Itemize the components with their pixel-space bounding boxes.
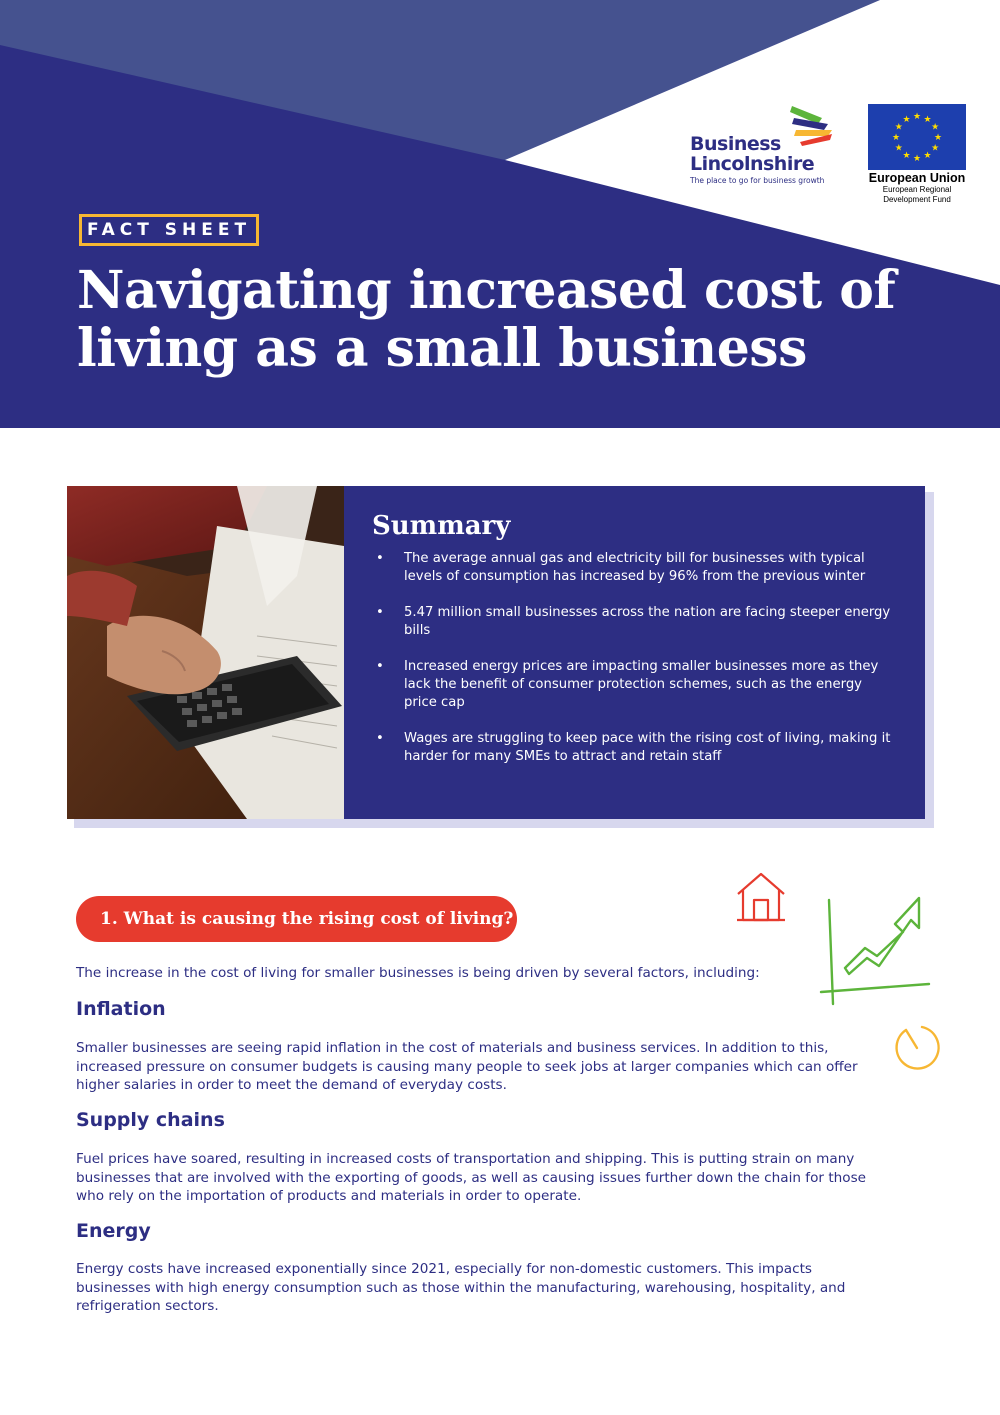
page-title: Navigating increased cost of living as a small business — [77, 260, 896, 379]
eu-star-icon: ★ — [902, 151, 911, 162]
eu-star-icon: ★ — [933, 133, 943, 143]
business-lincolnshire-name-line2: Lincolnshire — [690, 153, 815, 175]
subsection-text-energy: Energy costs have increased exponentially since 2021, especially for non-domestic customers. This impacts businesses with high energy consumption such as those within the manufacturing, warehousing, hospitality, and refrigeration sectors. — [76, 1261, 846, 1314]
eu-star-icon: ★ — [891, 133, 901, 143]
subsection-title-supply-chains: Supply chains — [76, 1109, 225, 1131]
business-lincolnshire-tagline: The place to go for business growth — [690, 176, 825, 185]
summary-bullet: • 5.47 million small businesses across the nation are facing steeper energy bills — [372, 604, 895, 640]
hands-on-calculator-photo — [67, 486, 344, 819]
summary-bullet: • The average annual gas and electricity bill for businesses with typical levels of consumption has increased by 96% from the previous winter — [372, 550, 895, 586]
eu-subtitle-line1: European Regional — [882, 185, 952, 194]
summary-panel — [344, 486, 925, 819]
business-lincolnshire-name-line1: Business — [690, 133, 781, 155]
eu-star-icon: ★ — [931, 122, 940, 133]
timer-icon — [892, 1022, 942, 1072]
eu-star-icon: ★ — [923, 151, 932, 162]
eu-logo — [866, 104, 968, 205]
summary-heading: Summary — [372, 511, 511, 541]
eu-star-icon: ★ — [902, 114, 911, 125]
eu-star-icon: ★ — [912, 154, 922, 164]
summary-list — [372, 550, 895, 766]
rising-arrow-chart-icon — [815, 888, 935, 1008]
eu-star-icon: ★ — [894, 143, 903, 154]
eu-star-icon: ★ — [923, 114, 932, 125]
summary-bullet: • Wages are struggling to keep pace with the rising cost of living, making it harder for many SMEs to attract and retain staff — [372, 730, 895, 766]
eu-title: European Union — [868, 171, 966, 185]
subsection-title-inflation: Inflation — [76, 998, 166, 1020]
business-lincolnshire-mark-icon — [790, 104, 834, 146]
subsection-text-supply-chains: Fuel prices have soared, resulting in increased costs of transportation and shipping. This is putting strain on many businesses that are involved with the exporting of goods, as well as causing issues further down the chain for those who rely on the importation of products and materials in order to operate. — [76, 1151, 867, 1204]
eu-star-icon: ★ — [912, 112, 922, 122]
business-lincolnshire-logo — [690, 104, 835, 186]
section-1-heading: 1. What is causing the rising cost of living? — [76, 896, 517, 942]
eu-star-icon: ★ — [894, 122, 903, 133]
summary-card — [67, 486, 925, 819]
subsection-text-inflation: Smaller businesses are seeing rapid inflation in the cost of materials and business services. In addition to this, increased pressure on consumer budgets is causing many people to seek jobs at larger companies which can offer higher salaries in order to meet the demand of everyday costs. — [76, 1040, 858, 1093]
section-1-intro: The increase in the cost of living for smaller businesses is being driven by several factors, including: — [76, 965, 760, 981]
house-icon — [734, 870, 788, 924]
subsection-title-energy: Energy — [76, 1220, 151, 1242]
eu-star-icon: ★ — [931, 143, 940, 154]
header-banner — [0, 0, 1000, 428]
eu-flag-icon — [868, 104, 966, 170]
summary-bullet: • Increased energy prices are impacting smaller businesses more as they lack the benefit of consumer protection schemes, such as the energy price cap — [372, 658, 895, 712]
fact-sheet-badge: FACT SHEET — [79, 214, 259, 246]
eu-subtitle-line2: Development Fund — [883, 195, 951, 204]
